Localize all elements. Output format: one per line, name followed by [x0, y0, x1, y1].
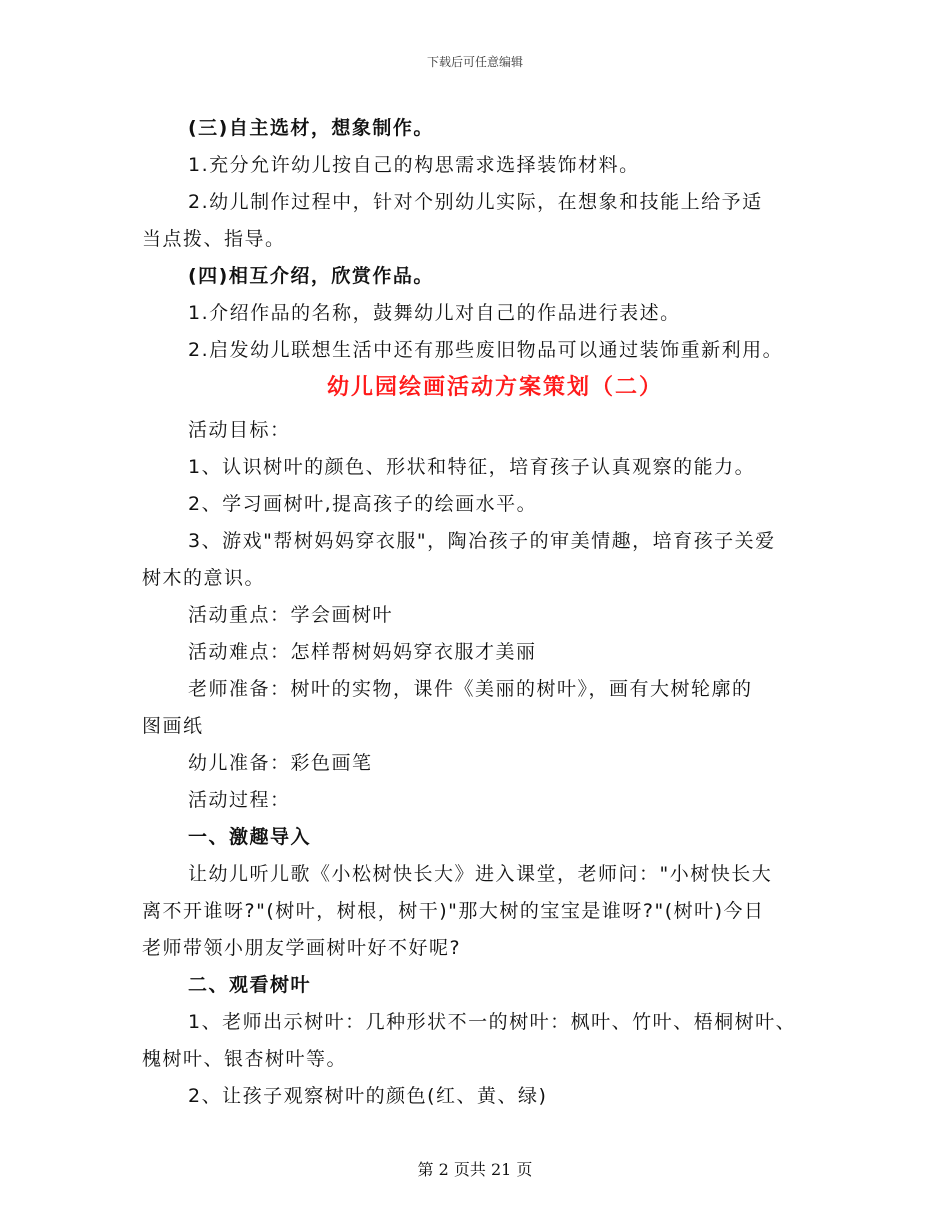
section-heading: (三)自主选材，想象制作。 [188, 117, 434, 139]
page-header: 下载后可任意编辑 [426, 55, 523, 69]
paragraph-line: 2、让孩子观察树叶的颜色(红、黄、绿) [188, 1085, 548, 1107]
paragraph-line: 活动目标： [188, 419, 291, 441]
paragraph-line: 槐树叶、银杏树叶等。 [142, 1048, 348, 1070]
paragraph-line: 当点拨、指导。 [142, 228, 286, 250]
paragraph-line: 离不开谁呀?"(树叶，树根，树干)"那大树的宝宝是谁呀?"(树叶)今日 [142, 900, 765, 922]
section-heading: 二、观看树叶 [188, 974, 312, 996]
paragraph-line: 1、认识树叶的颜色、形状和特征，培育孩子认真观察的能力。 [188, 456, 756, 478]
paragraph-line: 2.启发幼儿联想生活中还有那些废旧物品可以通过装饰重新利用。 [188, 339, 784, 361]
paragraph-line: 树木的意识。 [142, 567, 266, 589]
paragraph-line: 1.介绍作品的名称，鼓舞幼儿对自己的作品进行表述。 [188, 302, 681, 324]
paragraph-line: 图画纸 [142, 715, 204, 737]
paragraph-line: 幼儿准备：彩色画笔 [188, 752, 373, 774]
document-title: 幼儿园绘画活动方案策划（二） [326, 375, 663, 400]
page-footer: 第 2 页共 21 页 [417, 1160, 533, 1179]
paragraph-line: 2、学习画树叶,提高孩子的绘画水平。 [188, 493, 538, 515]
paragraph-line: 让幼儿听儿歌《小松树快长大》进入课堂，老师问："小树快长大 [188, 863, 773, 885]
paragraph-line: 2.幼儿制作过程中，针对个别幼儿实际，在想象和技能上给予适 [188, 191, 763, 213]
paragraph-line: 1、老师出示树叶：几种形状不一的树叶：枫叶、竹叶、梧桐树叶、 [188, 1011, 797, 1033]
paragraph-line: 活动过程： [188, 789, 291, 811]
paragraph-line: 1.充分允许幼儿按自己的构思需求选择装饰材料。 [188, 154, 640, 176]
paragraph-line: 3、游戏"帮树妈妈穿衣服"，陶冶孩子的审美情趣，培育孩子关爱 [188, 530, 776, 552]
paragraph-line: 老师准备：树叶的实物，课件《美丽的树叶》，画有大树轮廓的 [188, 678, 753, 700]
section-heading: (四)相互介绍，欣赏作品。 [188, 265, 434, 287]
paragraph-line: 活动难点：怎样帮树妈妈穿衣服才美丽 [188, 641, 537, 663]
section-heading: 一、激趣导入 [188, 826, 312, 848]
paragraph-line: 老师带领小朋友学画树叶好不好呢? [142, 937, 462, 959]
paragraph-line: 活动重点：学会画树叶 [188, 604, 394, 626]
